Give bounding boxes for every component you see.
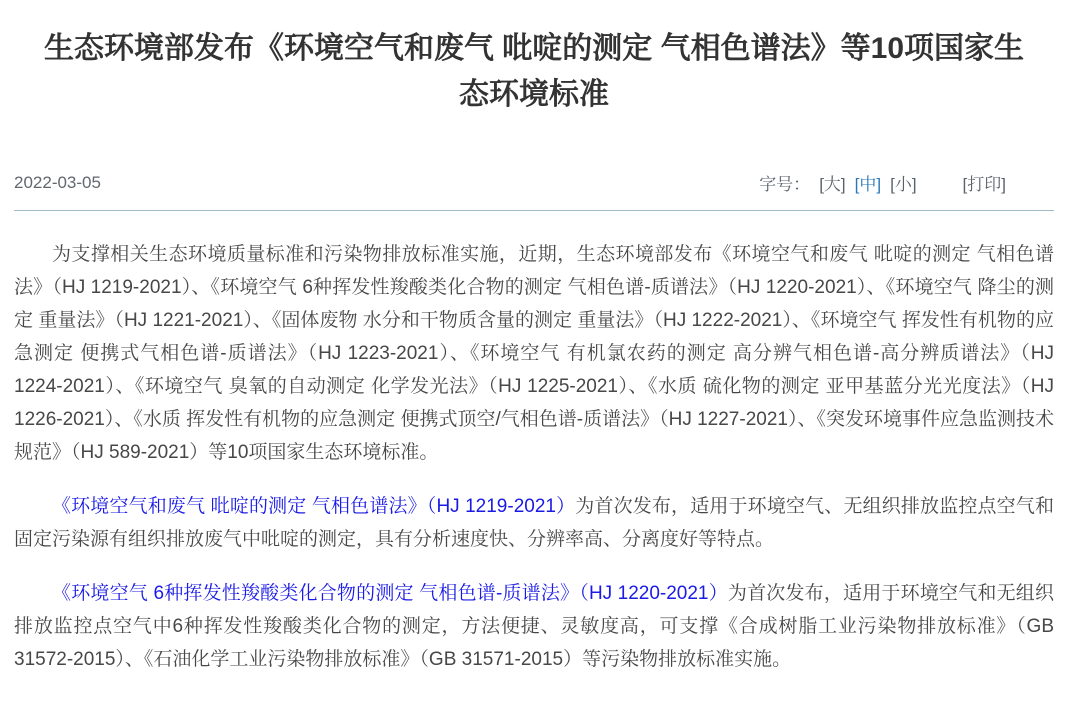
print-button[interactable]: [打印]	[962, 175, 1006, 194]
fontsize-label: 字号：	[759, 175, 811, 194]
paragraph-text: 为支撑相关生态环境质量标准和污染物排放标准实施，近期，生态环境部发布《环境空气和废气 吡啶的测定 气相色谱法》（HJ 1219-2021）、《环境空气 6种挥发性羧酸类化合物的测定 气相色谱-质谱法》（HJ 1220-2021）、《环境空气 降尘的测定 重量法》（HJ 1221-2021）、《固体废物 水分和干物质含量的测定 重量法》（HJ 1222-2021）、《环境空气 挥发性有机物的应急测定 便携式气相色谱-质谱法》（HJ 1223-2021）、《环境空气 有机氯农药的测定 高分辨气相色谱-高分辨质谱法》（HJ 1224-2021）、《环境空气 臭氧的自动测定 化学发光法》（HJ 1225-2021）、《水质 硫化物的测定 亚甲基蓝分光光度法》（HJ 1226-2021）、《水质 挥发性有机物的应急测定 便携式顶空/气相色谱-质谱法》（HJ 1227-2021）、《突发环境事件应急监测技术规范》（HJ 589-2021）等10项国家生态环境标准。	[14, 244, 1054, 463]
standard-link-hj1219[interactable]: 《环境空气和废气 吡啶的测定 气相色谱法》（HJ 1219-2021）	[52, 496, 576, 517]
standard-link-hj1220[interactable]: 《环境空气 6种挥发性羧酸类化合物的测定 气相色谱-质谱法》（HJ 1220-2021）	[52, 583, 728, 604]
paragraph-text: 为首次发布，适用于环境空气和无组织排放监控点空气中6种挥发性羧酸类化合物的测定，方法便捷、灵敏度高，可支撑《合成树脂工业污染物排放标准》（GB 31572-2015）、《石油化学工业污染物排放标准》（GB 31571-2015）等污染物排放标准实施。	[14, 583, 1054, 670]
header-divider	[14, 210, 1054, 211]
article-body	[14, 238, 1054, 676]
fontsize-small-button[interactable]: [小]	[890, 175, 917, 194]
publish-date: 2022-03-05	[14, 172, 101, 192]
meta-row	[14, 170, 1054, 195]
font-size-toolbar	[759, 170, 1054, 195]
article-title: 生态环境部发布《环境空气和废气 吡啶的测定 气相色谱法》等10项国家生态环境标准	[43, 32, 1025, 111]
fontsize-medium-button[interactable]: [中]	[854, 175, 882, 194]
paragraph-text: 为首次发布，适用于环境空气、无组织排放监控点空气和固定污染源有组织排放废气中吡啶的测定，具有分析速度快、分辨率高、分离度好等特点。	[14, 496, 1054, 550]
paragraph-hj1219	[14, 490, 1054, 556]
paragraph-hj1220	[14, 577, 1054, 676]
paragraph-intro	[14, 238, 1054, 469]
fontsize-large-button[interactable]: [大]	[819, 175, 846, 194]
